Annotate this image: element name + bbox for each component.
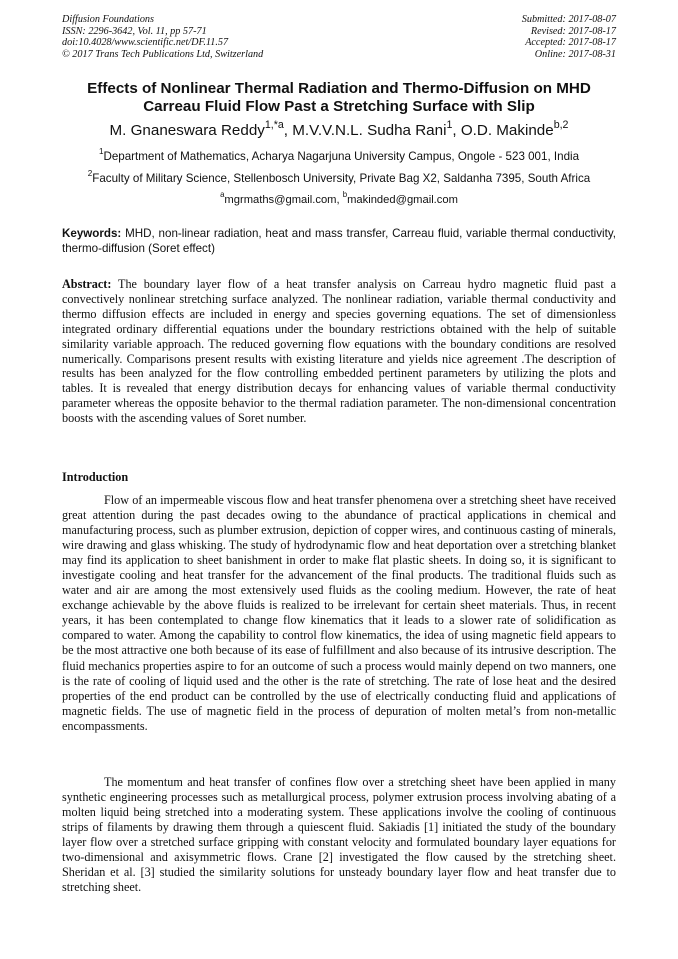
affiliation-text: Faculty of Military Science, Stellenbosch University, Private Bag X2, Saldanha 7395, South Africa: [92, 172, 591, 185]
date-accepted: Accepted: 2017-08-17: [525, 37, 616, 49]
title-line-1: Effects of Nonlinear Thermal Radiation and Thermo-Diffusion on MHD: [87, 80, 591, 97]
journal-name: Diffusion Foundations: [62, 14, 154, 25]
affiliation-2: [40, 169, 638, 186]
date-online: Online: 2017-08-31: [534, 48, 616, 60]
publication-dates: [522, 14, 616, 60]
journal-copyright: © 2017 Trans Tech Publications Ltd, Switzerland: [62, 48, 264, 60]
email-separator: ,: [336, 194, 343, 206]
keywords-text: MHD, non-linear radiation, heat and mass transfer, Carreau fluid, variable thermal conductivity, thermo-diffusion (Soret effect): [62, 227, 616, 255]
author-sup: 1: [446, 118, 453, 131]
email-link[interactable]: makinded@gmail.com: [347, 194, 458, 206]
author-name: M. Gnaneswara Reddy: [109, 122, 265, 139]
affiliation-text: Department of Mathematics, Acharya Nagarjuna University Campus, Ongole - 523 001, India: [103, 150, 580, 163]
abstract-text: The boundary layer flow of a heat transfer analysis on Carreau hydro magnetic fluid past a convectively nonlinear stretching surface analyzed. The nonlinear radiation, variable thermal conductivity and thermo diffusion effects are included in energy and species governing equations. The set of dimensionless integrated ordinary differential equations under the boundary restrictions obtained with the help of suitable similarity variable approach. The reduced governing flow equations with the boundary conditions are resolved numerically. Comparisons present results with existing literature and yields nice agreement .The description of results has been analyzed for the flow controlling embedded pertinent parameters by utilizing the plots and tables. It is revealed that energy distribution decays for enhancing values of variable thermal conductivity parameter whereas the opposite behavior to the thermal radiation parameter. The non-dimensional concentration boosts with the ascending values of Soret number.: [62, 277, 617, 426]
affiliation-1: [40, 147, 638, 164]
email-sup: a: [220, 190, 225, 200]
journal-info: [62, 14, 263, 60]
introduction-paragraph-1: Flow of an impermeable viscous flow and heat transfer phenomena over a stretching sheet have received great attention during the past decades owing to the abundance of practical applications in chemical and manufacturing process, such as plumber extrusion, depiction of copper wires, and continuous casting of minerals, wire drawing and glass whisking. The study of hydrodynamic flow and heat deportation over a stretching blanket may find its application to sheet banishment in order to make flat plastic sheets. In doing so, it is significant to investigate cooling and heat transfer for the advancement of the final products. The traditional fluids such as water and air are among the most extensively used fluids as the cooling medium. However, the rate of heat exchange achievable by the above fluids is realized to be irrelevant for certain sheet materials. Thus, in recent years, it has been contemplated to change flow kinematics that it leads to a slower rate of solidification as compared to water. Among the capability to control flow kinematics, the idea of using magnetic field appears to be the most attractive one both because of its ease of fulfillment and also because of its intrusive description. The fluid mechanics properties aspire to for an outcome of such a process would mainly depend on two manners, one is the rate of cooling of liquid used and the other is the rate of stretching. The rate of lose heat and the desired properties of the end product can be controlled by the use of electrically conducting fluid and applications of magnetic fields. The use of magnetic field in the process of depuration of molten metal’s from non-metallic encompassments.: [62, 493, 616, 733]
abstract-label: Abstract:: [62, 277, 112, 291]
date-revised: Revised: 2017-08-17: [530, 25, 616, 37]
author-sup: 1,*a: [264, 118, 284, 131]
introduction-paragraph-2: The momentum and heat transfer of confines flow over a stretching sheet have been applied in many synthetic engineering processes such as metallurgical process, polymer extrusion process involving abating of a molten liquid being stretched into a moderating system. These applications involve the cooling of continuous strips of filaments by drawing them through a quiescent fluid. Sakiadis [1] initiated the study of the boundary layer flow over a stretched surface gripping with constant velocity and formulated boundary layer equations for two-dimensional and axisymmetric flows. Crane [2] investigated the flow caused by the stretching sheet. Sheridan et al. [3] studied the similarity solutions for unsteady boundary layer flow and heat transfer due to stretching sheet.: [62, 775, 616, 895]
author-sup: b,2: [553, 118, 569, 131]
title-line-2: Carreau Fluid Flow Past a Stretching Surface with Slip: [143, 97, 535, 115]
paper-title: [50, 80, 628, 115]
author-separator: ,: [283, 122, 293, 139]
affiliation-sup: 2: [87, 169, 93, 179]
abstract-section: [62, 277, 616, 426]
journal-issn: ISSN: 2296-3642, Vol. 11, pp 57-71: [62, 25, 207, 37]
author-emails: [40, 190, 638, 207]
keywords-section: [62, 227, 616, 257]
email-link[interactable]: mgrmaths@gmail.com: [224, 194, 337, 206]
author-list: [40, 118, 638, 140]
journal-doi[interactable]: doi:10.4028/www.scientific.net/DF.11.57: [62, 37, 229, 49]
author-separator: ,: [452, 122, 461, 139]
author-name: O.D. Makinde: [460, 122, 554, 139]
introduction-heading: Introduction: [62, 470, 129, 484]
date-submitted: Submitted: 2017-08-07: [521, 14, 616, 25]
email-sup: b: [342, 190, 348, 200]
affiliation-sup: 1: [98, 147, 104, 157]
keywords-label: Keywords:: [62, 227, 122, 240]
author-name: M.V.V.N.L. Sudha Rani: [292, 122, 447, 139]
